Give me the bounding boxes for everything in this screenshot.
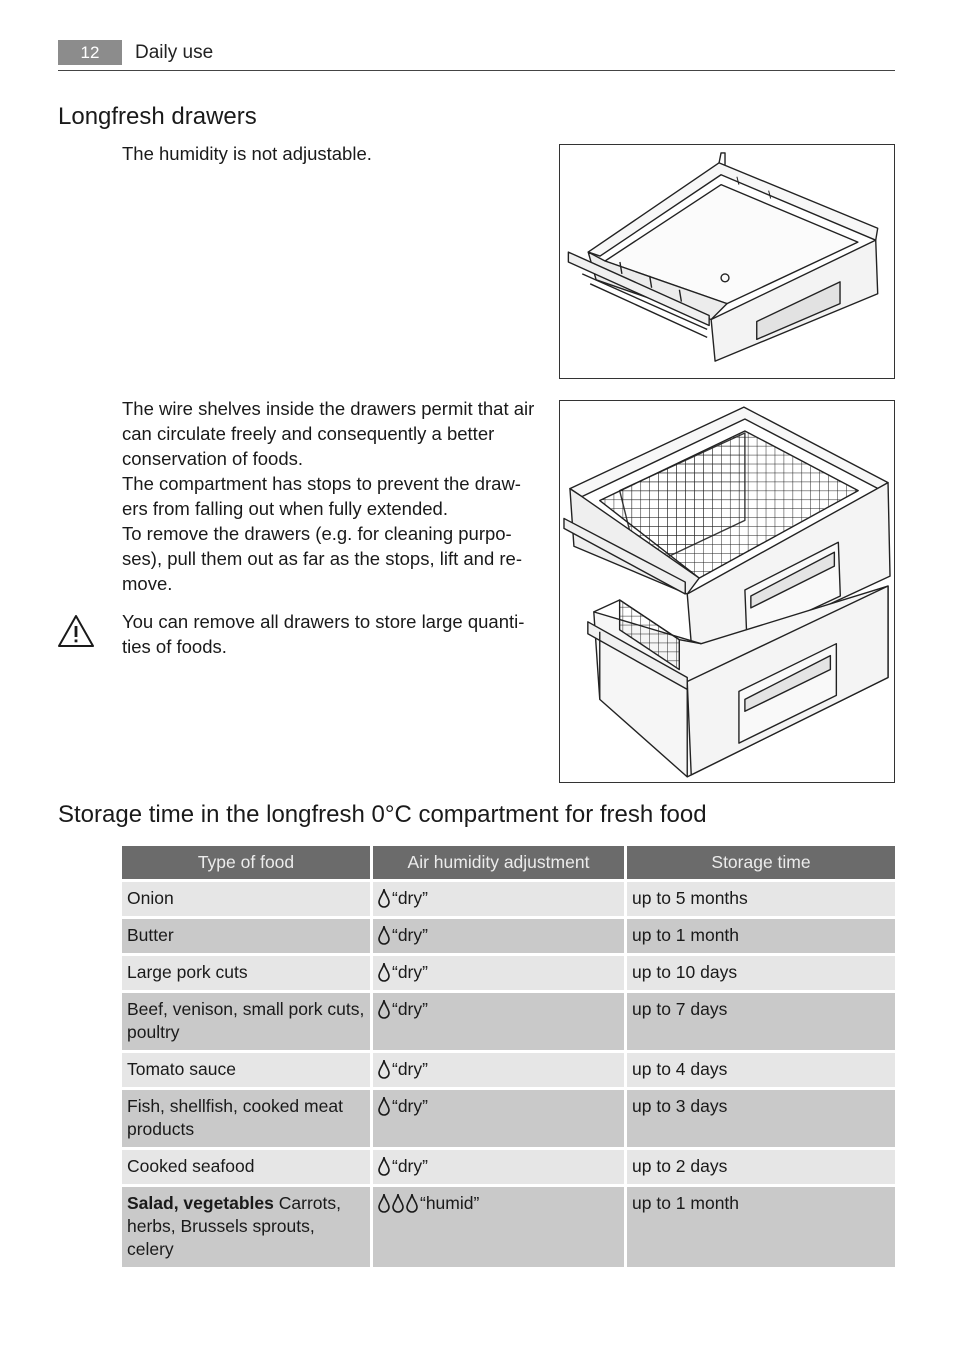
section-header: Daily use bbox=[135, 42, 214, 63]
table-row bbox=[122, 1187, 895, 1270]
header-divider bbox=[58, 70, 895, 71]
food-examples: Carrots, herbs, Brussels sprouts, celery bbox=[127, 1193, 341, 1259]
humidity-label: “dry” bbox=[392, 1096, 428, 1116]
table-row bbox=[122, 1053, 895, 1090]
storage-time-cell: up to 2 days bbox=[627, 1150, 895, 1187]
body-line: can circulate freely and consequently a better bbox=[122, 423, 495, 444]
table-row bbox=[122, 882, 895, 919]
water-drop-icon bbox=[378, 1059, 390, 1079]
food-cell: Fish, shellfish, cooked meat products bbox=[122, 1090, 373, 1150]
water-drop-icon bbox=[378, 962, 390, 982]
page-number: 12 bbox=[58, 40, 122, 65]
wire-drawers-illustration bbox=[559, 400, 895, 783]
water-drop-icon bbox=[392, 1193, 404, 1213]
body-line: ses), pull them out as far as the stops, lift and re- bbox=[122, 548, 522, 569]
table-header-row bbox=[122, 846, 895, 882]
humidity-note: The humidity is not adjustable. bbox=[122, 143, 372, 164]
table-row bbox=[122, 956, 895, 993]
humidity-cell bbox=[373, 919, 627, 956]
humidity-label: “dry” bbox=[392, 999, 428, 1019]
table-row bbox=[122, 919, 895, 956]
humidity-cell bbox=[373, 993, 627, 1053]
storage-time-cell: up to 3 days bbox=[627, 1090, 895, 1150]
humidity-label: “dry” bbox=[392, 1059, 428, 1079]
body-line: move. bbox=[122, 573, 173, 594]
water-drop-icon bbox=[378, 999, 390, 1019]
humidity-label: “dry” bbox=[392, 888, 428, 908]
food-cell: Onion bbox=[122, 882, 373, 919]
warning-text bbox=[122, 609, 552, 659]
humidity-cell bbox=[373, 1150, 627, 1187]
humidity-label: “dry” bbox=[392, 1156, 428, 1176]
body-line: The wire shelves inside the drawers permit that air bbox=[122, 398, 535, 419]
body-line: To remove the drawers (e.g. for cleaning purpo- bbox=[122, 523, 512, 544]
warning-triangle-icon bbox=[56, 613, 96, 649]
storage-time-cell: up to 4 days bbox=[627, 1053, 895, 1090]
humidity-label: “dry” bbox=[392, 925, 428, 945]
warning-line: ties of foods. bbox=[122, 636, 227, 657]
water-drop-icon bbox=[378, 1096, 390, 1116]
table-row bbox=[122, 993, 895, 1053]
water-drop-icon bbox=[378, 1193, 390, 1213]
storage-time-cell: up to 10 days bbox=[627, 956, 895, 993]
body-line: conservation of foods. bbox=[122, 448, 303, 469]
longfresh-drawers-heading: Longfresh drawers bbox=[58, 103, 257, 130]
food-cell: Beef, venison, small pork cuts, poultry bbox=[122, 993, 373, 1053]
storage-time-cell: up to 5 months bbox=[627, 882, 895, 919]
food-category: Salad, vegetables bbox=[127, 1193, 274, 1213]
storage-time-heading: Storage time in the longfresh 0°C compartment for fresh food bbox=[58, 801, 707, 828]
water-drop-icon bbox=[378, 1156, 390, 1176]
food-cell: Cooked seafood bbox=[122, 1150, 373, 1187]
humidity-label: “humid” bbox=[420, 1193, 480, 1213]
food-cell: Butter bbox=[122, 919, 373, 956]
column-header-air-humidity: Air humidity adjustment bbox=[373, 846, 627, 882]
storage-time-cell: up to 1 month bbox=[627, 919, 895, 956]
food-cell bbox=[122, 1187, 373, 1270]
humidity-cell bbox=[373, 1187, 627, 1270]
storage-time-cell: up to 1 month bbox=[627, 1187, 895, 1270]
humidity-cell bbox=[373, 1090, 627, 1150]
humidity-cell bbox=[373, 882, 627, 919]
body-line: ers from falling out when fully extended. bbox=[122, 498, 448, 519]
column-header-storage-time: Storage time bbox=[627, 846, 895, 882]
body-line: The compartment has stops to prevent the draw- bbox=[122, 473, 521, 494]
drawer-illustration bbox=[559, 144, 895, 379]
table-row bbox=[122, 1090, 895, 1150]
storage-time-cell: up to 7 days bbox=[627, 993, 895, 1053]
drawer-description bbox=[122, 396, 552, 596]
food-cell: Large pork cuts bbox=[122, 956, 373, 993]
storage-time-table bbox=[122, 846, 895, 1270]
water-drop-icon bbox=[406, 1193, 418, 1213]
humidity-cell bbox=[373, 956, 627, 993]
water-drop-icon bbox=[378, 888, 390, 908]
warning-line: You can remove all drawers to store large quanti- bbox=[122, 611, 525, 632]
humidity-label: “dry” bbox=[392, 962, 428, 982]
table-row bbox=[122, 1150, 895, 1187]
food-cell: Tomato sauce bbox=[122, 1053, 373, 1090]
water-drop-icon bbox=[378, 925, 390, 945]
column-header-type-of-food: Type of food bbox=[122, 846, 373, 882]
humidity-cell bbox=[373, 1053, 627, 1090]
